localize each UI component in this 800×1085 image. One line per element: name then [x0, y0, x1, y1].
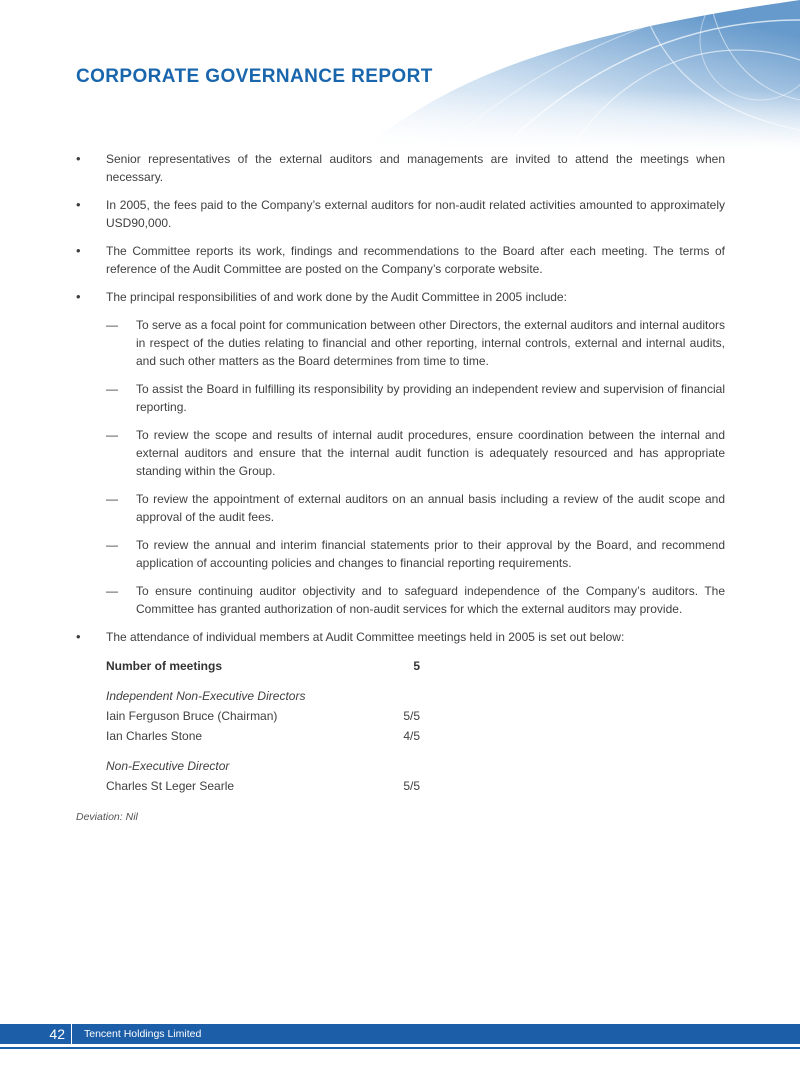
responsibility-item [76, 536, 725, 572]
responsibility-text: To serve as a focal point for communication between other Directors, the external auditors and internal auditors in respect of the duties relating to financial and other reporting, internal controls, external and internal audits, and such other matters as the Board determines from time to time. [136, 318, 725, 368]
deviation-note: Deviation: Nil [76, 811, 138, 823]
dash-marker: — [106, 584, 118, 598]
bullet-text: In 2005, the fees paid to the Company’s external auditors for non-audit related activities amounted to approximately USD90,000. [106, 198, 725, 230]
bullet-item [76, 288, 725, 306]
member-attendance: 5/5 [403, 709, 420, 723]
attendance-table [106, 656, 420, 796]
responsibility-item [76, 490, 725, 526]
responsibility-text: To ensure continuing auditor objectivity and to safeguard independence of the Company’s auditors. The Committee has granted authorization of non-audit services for which the external auditors may provide. [136, 584, 725, 616]
bullet-marker: • [76, 629, 81, 644]
dash-marker: — [106, 492, 118, 506]
attendance-header-label: Number of meetings [106, 659, 223, 673]
member-attendance: 4/5 [403, 729, 420, 743]
bullet-marker: • [76, 197, 81, 212]
responsibility-text: To review the appointment of external auditors on an annual basis including a review of the audit scope and approval of the audit fees. [136, 492, 725, 524]
bullet-marker: • [76, 289, 81, 304]
bullet-marker: • [76, 151, 81, 166]
footer-company-name: Tencent Holdings Limited [84, 1028, 202, 1040]
responsibility-text: To review the scope and results of internal audit procedures, ensure coordination between the internal and external auditors and ensure that the internal audit function is adequately resourced and has appropriate standing within the Group. [136, 428, 725, 478]
responsibility-text: To review the annual and interim financial statements prior to their approval by the Board, and recommend application of accounting policies and changes to financial reporting requirements. [136, 538, 725, 570]
attendance-header-row [106, 656, 420, 676]
responsibility-item [76, 316, 725, 370]
dash-marker: — [106, 318, 118, 332]
bullet-item [76, 628, 725, 646]
member-name: Iain Ferguson Bruce (Chairman) [106, 709, 278, 723]
bullet-text: The attendance of individual members at Audit Committee meetings held in 2005 is set out below: [106, 630, 625, 644]
page-title: CORPORATE GOVERNANCE REPORT [76, 66, 433, 87]
responsibility-item [76, 582, 725, 618]
bullet-text: Senior representatives of the external auditors and managements are invited to attend the meetings when necessary. [106, 152, 725, 184]
attendance-row [106, 776, 420, 796]
member-name: Ian Charles Stone [106, 729, 203, 743]
bullet-item [76, 150, 725, 186]
footer-bar [0, 1024, 800, 1044]
responsibility-item [76, 380, 725, 416]
dash-marker: — [106, 538, 118, 552]
dash-marker: — [106, 382, 118, 396]
bullet-item [76, 196, 725, 232]
responsibility-item [76, 426, 725, 480]
attendance-row [106, 706, 420, 726]
page-number: 42 [0, 1024, 72, 1044]
member-name: Charles St Leger Searle [106, 779, 235, 793]
bullet-text: The principal responsibilities of and work done by the Audit Committee in 2005 include: [106, 290, 567, 304]
bullet-text: The Committee reports its work, findings and recommendations to the Board after each meeting. The terms of reference of the Audit Committee are posted on the Company’s corporate website. [106, 244, 725, 276]
bullet-item [76, 242, 725, 278]
member-attendance: 5/5 [403, 779, 420, 793]
attendance-group-label: Non-Executive Director [106, 759, 230, 773]
footer-rule [0, 1047, 800, 1049]
attendance-group-label: Independent Non-Executive Directors [106, 689, 306, 703]
dash-marker: — [106, 428, 118, 442]
responsibility-text: To assist the Board in fulfilling its responsibility by providing an independent review and supervision of financial reporting. [136, 382, 725, 414]
main-content [76, 150, 725, 826]
attendance-header-value: 5 [413, 659, 420, 673]
attendance-row [106, 726, 420, 746]
bullet-marker: • [76, 243, 81, 258]
